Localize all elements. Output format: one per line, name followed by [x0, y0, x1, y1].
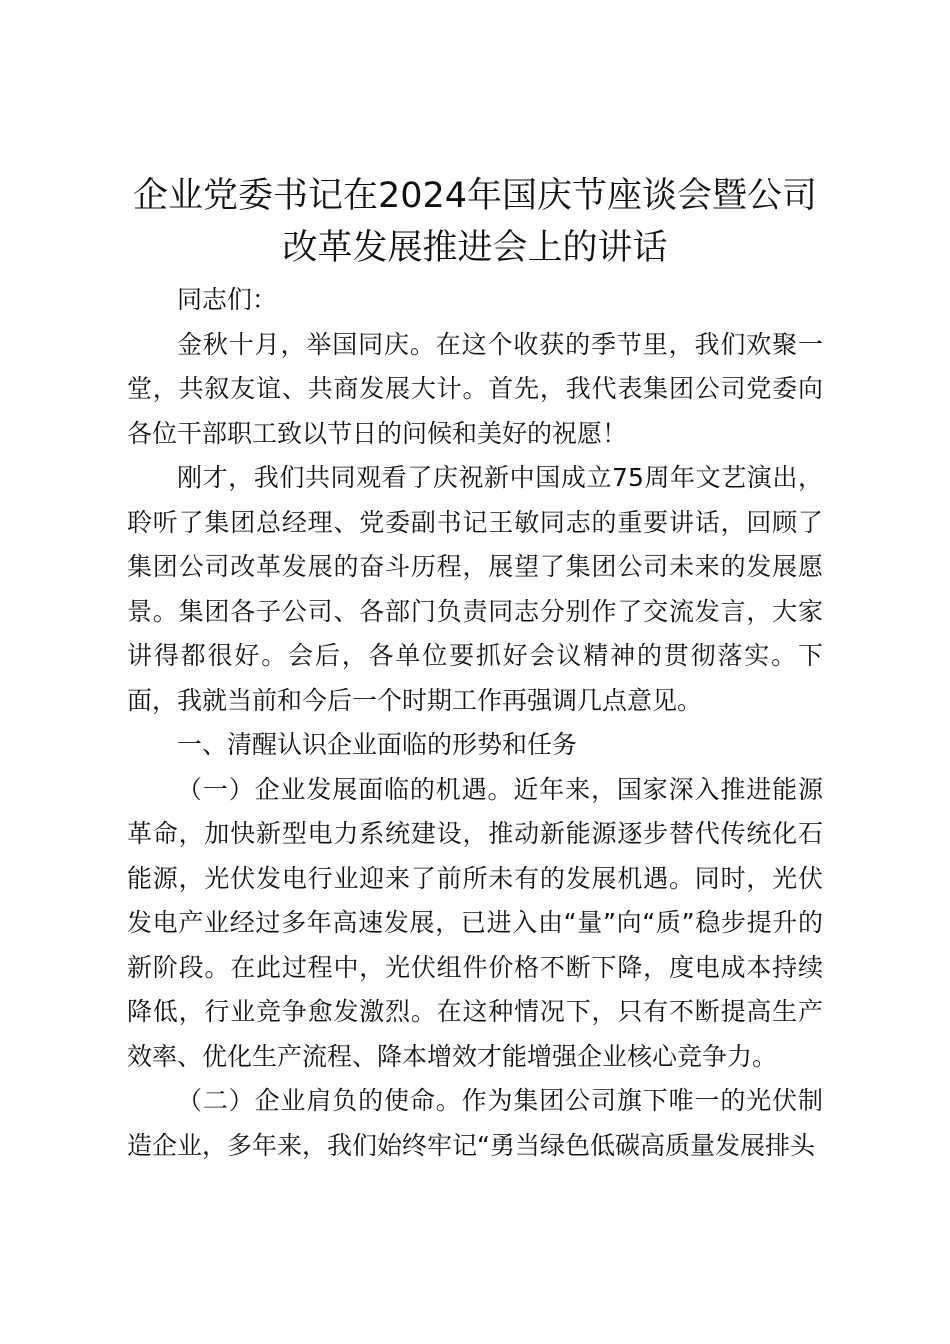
document-body [127, 170, 823, 1168]
subsection-mission: （二）企业肩负的使命。作为集团公司旗下唯一的光伏制造企业，多年来，我们始终牢记“勇当绿色低碳高质量发展排头 [127, 1086, 823, 1160]
title-line-1: 企业党委书记在2024年国庆节座谈会暨公司 [132, 176, 818, 216]
paragraph-review: 刚才，我们共同观看了庆祝新中国成立75周年文艺演出，聆听了集团总经理、党委副书记王敏同志的重要讲话，回顾了集团公司改革发展的奋斗历程，展望了集团公司未来的发展愿景。集团各子公司、各部门负责同志分别作了交流发言，大家讲得都很好。会后，各单位要抓好会议精神的贯彻落实。下面，我就当前和今后一个时期工作再强调几点意见。 [127, 463, 823, 715]
section-heading-1: 一、清醒认识企业面临的形势和任务 [177, 730, 578, 759]
greeting: 同志们： [177, 285, 278, 314]
document-title [117, 170, 833, 274]
paragraph-opening: 金秋十月，举国同庆。在这个收获的季节里，我们欢聚一堂，共叙友谊、共商发展大计。首先，我代表集团公司党委向各位干部职工致以节日的问候和美好的祝愿！ [127, 329, 823, 448]
subsection-opportunity: （一）企业发展面临的机遇。近年来，国家深入推进能源革命，加快新型电力系统建设，推动新能源逐步替代传统化石能源，光伏发电行业迎来了前所未有的发展机遇。同时，光伏发电产业经过多年高速发展，已进入由“量”向“质”稳步提升的新阶段。在此过程中，光伏组件价格不断下降，度电成本持续降低，行业竞争愈发激烈。在这种情况下，只有不断提高生产效率、优化生产流程、降本增效才能增强企业核心竞争力。 [127, 774, 823, 1071]
title-line-2: 改革发展推进会上的讲话 [282, 228, 668, 268]
